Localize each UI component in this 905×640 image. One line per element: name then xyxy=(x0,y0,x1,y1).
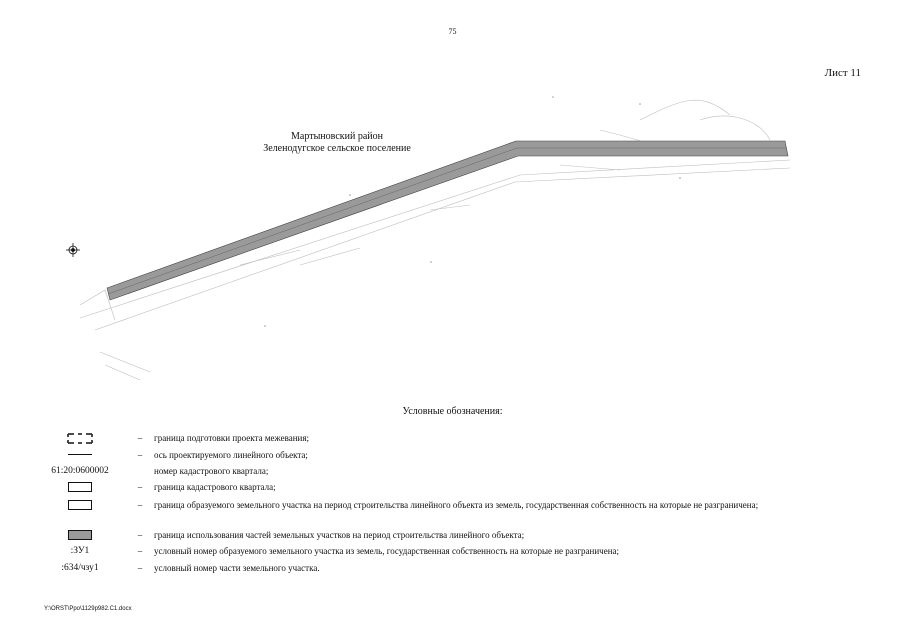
rect-outline-icon xyxy=(68,482,92,492)
legend-text: условный номер образуемого земельного участка из земель, государственная собственность на которые не разграничена; xyxy=(154,546,620,556)
rect-outline-icon xyxy=(68,500,92,510)
legend-text: граница использования частей земельных участков на период строительства линейного объекта; xyxy=(154,530,525,540)
legend-text: граница подготовки проекта межевания; xyxy=(154,433,310,443)
sheet-label: Лист 11 xyxy=(824,67,861,79)
legend-symbol-text: :634/чзу1 xyxy=(61,563,99,573)
legend-symbol xyxy=(30,450,130,460)
legend-title: Условные обозначения: xyxy=(402,406,503,417)
legend-symbol xyxy=(30,482,130,492)
legend-text: граница образуемого земельного участка на период строительства линейного объекта из земель, государственная собственность на которые не разграничена; xyxy=(154,500,759,510)
legend-symbol-text: :ЗУ1 xyxy=(70,546,90,556)
legend-text: условный номер части земельного участка. xyxy=(154,563,320,573)
rect-gray-icon xyxy=(68,530,92,540)
legend-symbol xyxy=(30,530,130,540)
region-label-district: Мартыновский район xyxy=(291,131,383,142)
legend-text: граница кадастрового квартала; xyxy=(154,482,276,492)
page-number: 75 xyxy=(448,27,457,36)
file-path-footer: Y:\ORST\Ppo\1129p982.C1.docx xyxy=(44,606,132,612)
axis-line-icon xyxy=(68,454,92,455)
dashed-boundary-icon xyxy=(67,433,93,444)
legend-symbol-text: 61:20:0600002 xyxy=(51,466,109,476)
compass-icon xyxy=(66,243,80,257)
region-label-settlement: Зеленодугское сельское поселение xyxy=(263,143,411,154)
legend-text: номер кадастрового квартала; xyxy=(154,466,269,476)
legend-symbol xyxy=(30,433,130,447)
legend-symbol xyxy=(30,500,130,510)
legend-text: ось проектируемого линейного объекта; xyxy=(154,450,308,460)
